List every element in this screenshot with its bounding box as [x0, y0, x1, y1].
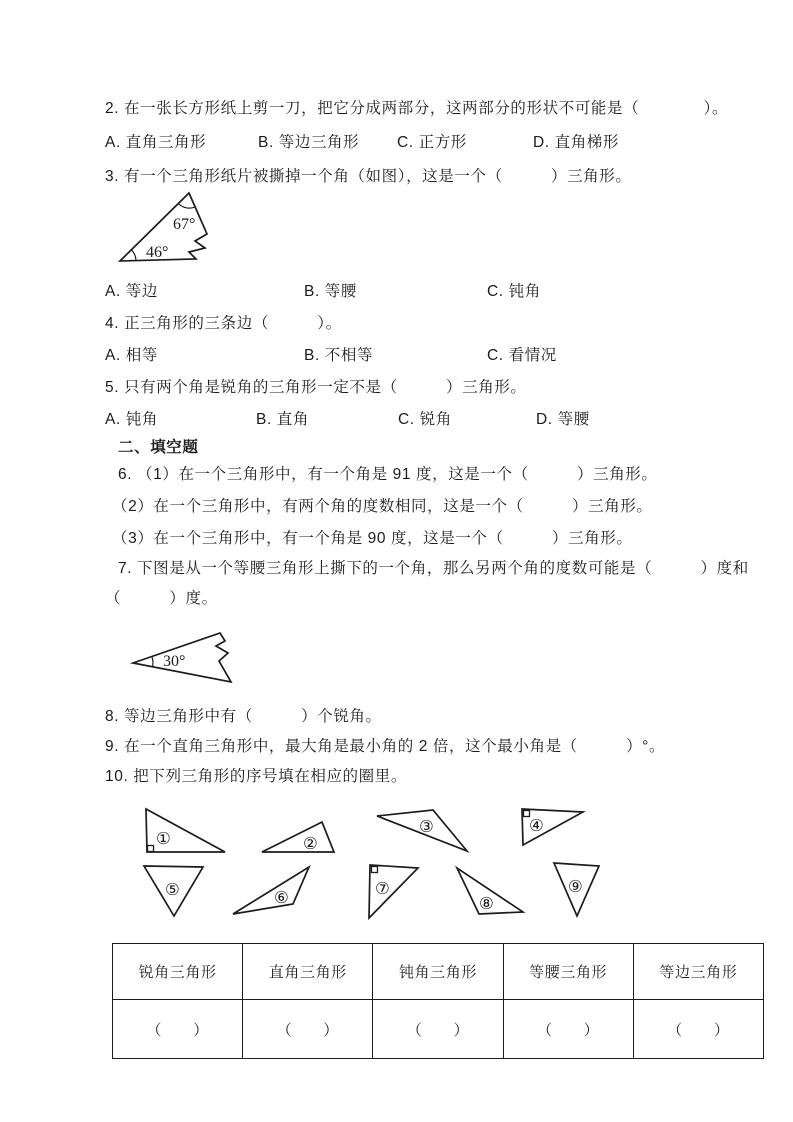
question-6-part-3: （3）在一个三角形中，有一个角是 90 度，这是一个（ ）三角形。 — [112, 530, 633, 547]
angle-label-67: 67° — [173, 216, 196, 233]
question-5-option-c: C. 锐角 — [398, 411, 452, 428]
question-7-line-1: 7. 下图是从一个等腰三角形上撕下的一个角，那么另两个角的度数可能是（ ）度和 — [118, 560, 749, 577]
question-6-part-2: （2）在一个三角形中，有两个角的度数相同，这是一个（ ）三角形。 — [112, 498, 653, 515]
question-4-option-a: A. 相等 — [105, 347, 158, 364]
question-5-option-b: B. 直角 — [256, 411, 309, 428]
question-9-stem: 9. 在一个直角三角形中，最大角是最小角的 2 倍，这个最小角是（ ）°。 — [105, 738, 666, 755]
header-equilateral-triangle: 等边三角形 — [633, 944, 763, 1000]
triangle-3 — [377, 810, 467, 851]
question-3-stem: 3. 有一个三角形纸片被撕掉一个角（如图），这是一个（ ）三角形。 — [105, 168, 632, 185]
left-angle-arc — [131, 250, 136, 261]
triangle-5-number: ⑤ — [165, 880, 180, 899]
triangle-1 — [146, 809, 225, 852]
triangle-2 — [262, 822, 334, 853]
blank-cell-acute: （ ） — [113, 1000, 243, 1059]
question-4-option-c: C. 看情况 — [487, 347, 557, 364]
angle-label-46: 46° — [146, 244, 169, 261]
triangle-9 — [554, 863, 599, 916]
torn-triangle-figure — [120, 193, 207, 261]
question-5-option-a: A. 钝角 — [105, 411, 158, 428]
triangle-8 — [457, 868, 523, 914]
question-2-option-b: B. 等边三角形 — [258, 134, 360, 151]
question-2-option-a: A. 直角三角形 — [105, 134, 207, 151]
blank-cell-right: （ ） — [243, 1000, 373, 1059]
triangle-6-number: ⑥ — [274, 888, 289, 907]
header-right-triangle: 直角三角形 — [243, 944, 373, 1000]
table-blank-row — [113, 1000, 764, 1059]
triangle-6-outline — [233, 867, 309, 914]
triangle-4 — [522, 809, 583, 845]
section-2-heading: 二、填空题 — [118, 439, 199, 456]
blank-cell-equilateral: （ ） — [633, 1000, 763, 1059]
triangle-5 — [144, 866, 203, 916]
right-angle-mark-7 — [372, 867, 378, 873]
triangle-2-outline — [262, 822, 334, 852]
table-header-row — [113, 944, 764, 1000]
triangle-7 — [369, 865, 418, 918]
question-3-option-a: A. 等边 — [105, 283, 158, 300]
vertex-angle-arc — [152, 657, 153, 667]
blank-cell-isosceles: （ ） — [503, 1000, 633, 1059]
question-7-line-2: （ ）度。 — [105, 590, 218, 607]
question-8-stem: 8. 等边三角形中有（ ）个锐角。 — [105, 708, 382, 725]
question-2-option-c: C. 正方形 — [397, 134, 467, 151]
question-4-stem: 4. 正三角形的三条边（ ）。 — [105, 315, 342, 332]
question-5-option-d: D. 等腰 — [536, 411, 590, 428]
question-5-stem: 5. 只有两个角是锐角的三角形一定不是（ ）三角形。 — [105, 379, 527, 396]
question-10-stem: 10. 把下列三角形的序号填在相应的圈里。 — [105, 768, 407, 785]
question-6-part-1: 6. （1）在一个三角形中，有一个角是 91 度，这是一个（ ）三角形。 — [118, 466, 658, 483]
triangle-6 — [233, 867, 309, 914]
header-acute-triangle: 锐角三角形 — [113, 944, 243, 1000]
torn-angle-figure — [133, 633, 231, 682]
classification-table — [112, 943, 764, 1059]
header-isosceles-triangle: 等腰三角形 — [503, 944, 633, 1000]
triangle-8-number: ⑧ — [479, 894, 494, 913]
triangle-9-number: ⑨ — [568, 877, 583, 896]
apex-angle-arc — [178, 204, 195, 209]
question-2-stem: 2. 在一张长方形纸上剪一刀，把它分成两部分，这两部分的形状不可能是（ ）。 — [105, 100, 729, 117]
triangle-2-number: ② — [303, 834, 318, 853]
angle-label-30: 30° — [163, 653, 186, 670]
triangle-7-number: ⑦ — [375, 879, 390, 898]
question-2-option-d: D. 直角梯形 — [533, 134, 620, 151]
blank-cell-obtuse: （ ） — [373, 1000, 503, 1059]
triangle-3-number: ③ — [419, 817, 434, 836]
header-obtuse-triangle: 钝角三角形 — [373, 944, 503, 1000]
question-3-option-b: B. 等腰 — [304, 283, 357, 300]
question-4-option-b: B. 不相等 — [304, 347, 374, 364]
question-3-option-c: C. 钝角 — [487, 283, 541, 300]
right-angle-mark-1 — [148, 846, 154, 852]
triangle-1-number: ① — [156, 829, 171, 848]
triangle-4-number: ④ — [529, 816, 544, 835]
